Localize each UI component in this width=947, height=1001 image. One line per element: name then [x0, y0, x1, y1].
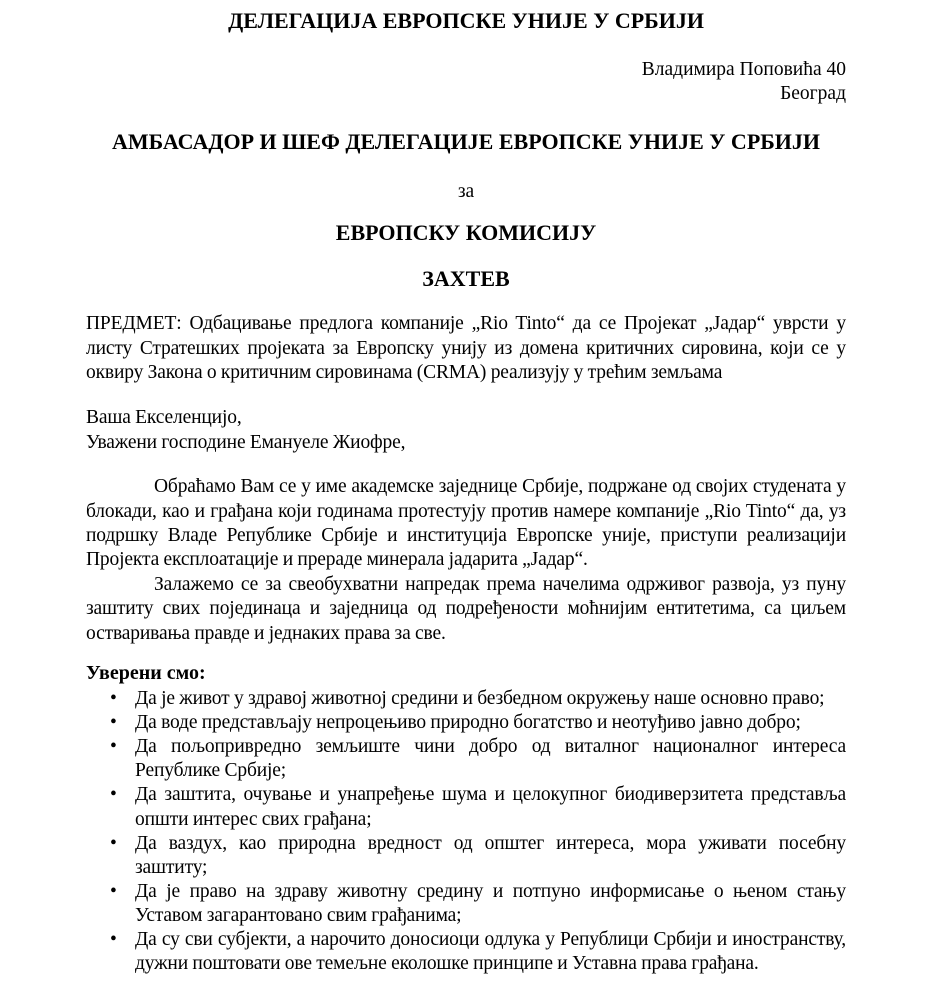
preposition-za: за: [457, 180, 475, 202]
list-item: [86, 783, 846, 831]
bullet-icon: •: [110, 784, 117, 806]
body-paragraph-2: Залажемо се за свеобухватни напредак према начелима одрживог развоја, уз пуну заштиту свих појединаца и заједница од подређености моћнијим ентитетима, са циљем остваривања правде и једнаких права за све.: [86, 573, 846, 644]
commission-heading: ЕВРОПСКУ КОМИСИЈУ: [335, 220, 597, 246]
body-paragraph-1: Обраћамо Вам се у име академске заједнице Србије, подржане од својих студената у блокади, као и грађана који годинама протестују против намере компаније „Rio Tinto“ да, уз подршку Владе Републике Србије и институција Европске уније, приступи реализацији Пројекта експлоатације и прераде минерала јадарита „Јадар“.: [86, 476, 846, 571]
salutation-block: [86, 406, 846, 455]
list-item-text: Да је право на здраву животну средину и потпуно информисање о њеном стању Уставом загарантовано свим грађанима;: [135, 880, 846, 926]
beliefs-heading: Уверени смо:: [86, 662, 206, 685]
letterhead-title: ДЕЛЕГАЦИЈА ЕВРОПСКЕ УНИЈЕ У СРБИЈИ: [228, 8, 704, 33]
bullet-icon: •: [110, 929, 117, 951]
request-title: ЗАХТЕВ: [422, 266, 510, 292]
recipient-heading: АМБАСАДОР И ШЕФ ДЕЛЕГАЦИЈЕ ЕВРОПСКЕ УНИЈЕ У СРБИЈИ: [111, 128, 821, 154]
bullet-icon: •: [110, 832, 117, 854]
list-item: [86, 928, 846, 976]
beliefs-list: [86, 687, 846, 976]
list-item: [86, 711, 846, 735]
list-item: [86, 880, 846, 928]
list-item-text: Да је живот у здравој животној средини и безбедном окружењу наше основно право;: [135, 688, 825, 710]
bullet-icon: •: [110, 736, 117, 758]
list-item-text: Да заштита, очување и унапређење шума и целокупног биодиверзитета представља општи интерес свих грађана;: [135, 784, 846, 830]
bullet-icon: •: [110, 712, 117, 734]
sender-address-block: [86, 58, 846, 107]
subject-paragraph: ПРЕДМЕТ: Одбацивање предлога компаније „Rio Tinto“ да се Пројекат „Јадар“ уврсти у листу Стратешких пројеката за Европску унију из домена критичних сировина, који се у оквиру Закона о критичним сировинама (CRMA) реализују у трећим земљама: [86, 313, 846, 384]
list-item-text: Да су сви субјекти, а нарочито доносиоци одлука у Републици Србији и иностранству, дужни поштовати ове темељне еколошке принципе и Уставна права грађана.: [135, 929, 846, 975]
salutation-line-2: Уважени господине Емануеле Жиофре,: [86, 431, 406, 453]
list-item: [86, 735, 846, 783]
list-item-text: Да воде представљају непроцењиво природно богатство и неотуђиво јавно добро;: [135, 712, 801, 734]
list-item: [86, 687, 846, 711]
bullet-icon: •: [110, 880, 117, 902]
list-item-text: Да ваздух, као природна вредност од општег интереса, мора уживати посебну заштиту;: [135, 832, 846, 878]
address-line-street: Владимира Поповића 40: [641, 59, 846, 80]
list-item: [86, 832, 846, 880]
list-item-text: Да пољопривредно земљиште чини добро од виталног националног интереса Републике Србије;: [135, 736, 846, 782]
bullet-icon: •: [110, 688, 117, 710]
salutation-line-1: Ваша Екселенцијо,: [86, 407, 242, 429]
address-line-city: Београд: [780, 83, 846, 105]
